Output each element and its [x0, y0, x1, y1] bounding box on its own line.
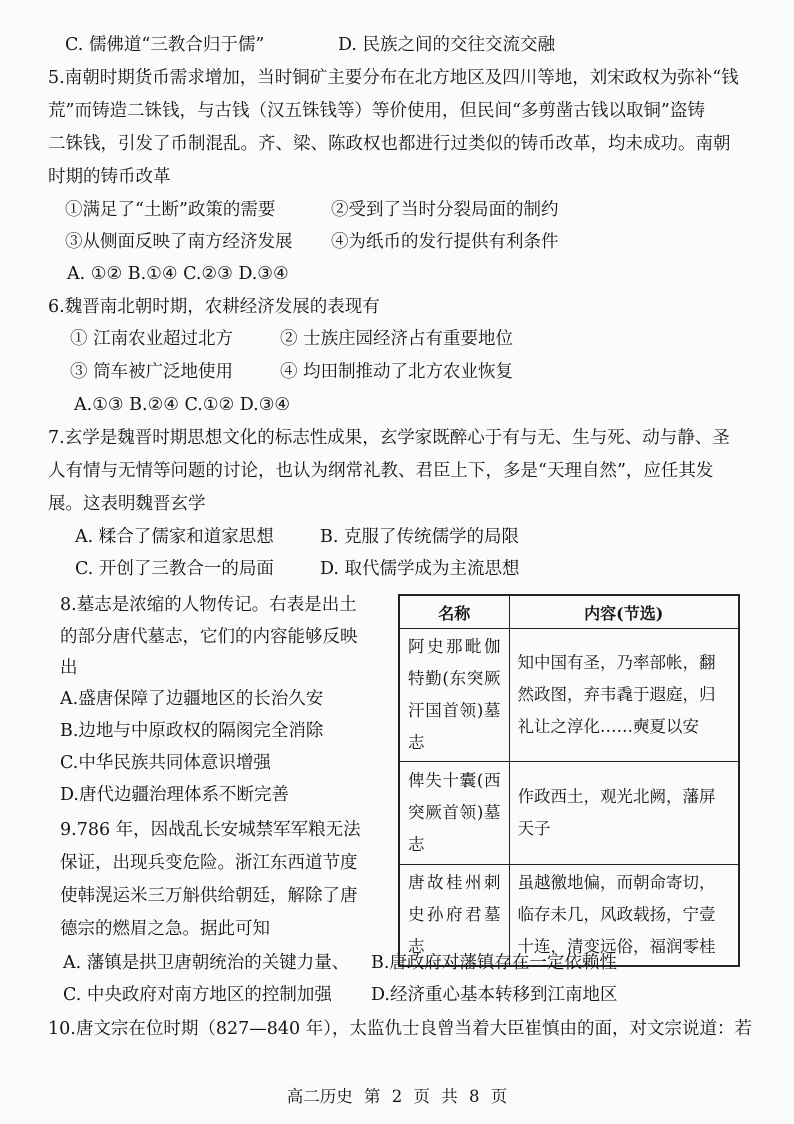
tomb-name: 俾失十囊(西突厥首领)墓志: [399, 762, 509, 865]
text-line: 6.魏晋南北朝时期，农耕经济发展的表现有: [48, 297, 380, 317]
page-footer: 高二历史 第 2 页 共 8 页: [286, 1087, 508, 1106]
table-header-row: [399, 595, 739, 629]
tomb-name: 阿史那毗伽特勤(东突厥汗国首领)墓志: [399, 629, 509, 762]
tomb-content: 知中国有圣，乃率部帐，翻然政图，弃韦毳于遐庭，归礼让之淳化……奭夏以安: [509, 629, 739, 762]
text-line: ① 江南农业超过北方: [70, 329, 234, 349]
text-line: 展。这表明魏晋玄学: [48, 494, 206, 514]
text-line: 德宗的燃眉之急。据此可知: [60, 919, 270, 939]
text-line: 二铢钱，引发了币制混乱。齐、梁、陈政权也都进行过类似的铸币改革，均未成功。南朝: [48, 134, 731, 154]
text-line: 使韩滉运米三万斛供给朝廷，解除了唐: [60, 886, 358, 906]
table-row: [399, 762, 739, 865]
text-line: 出: [60, 658, 78, 678]
text-line: ③从侧面反映了南方经济发展: [65, 232, 293, 252]
table-row: [399, 629, 739, 762]
text-line: ② 士族庄园经济占有重要地位: [280, 329, 514, 349]
text-line: ④为纸币的发行提供有利条件: [331, 232, 559, 252]
text-line: 时期的铸币改革: [48, 167, 171, 187]
text-line: C. 中央政府对南方地区的控制加强: [63, 985, 332, 1005]
text-line: A.盛唐保障了边疆地区的长治久安: [60, 689, 324, 709]
text-line: 7.玄学是魏晋时期思想文化的标志性成果，玄学家既醉心于有与无、生与死、动与静、圣: [48, 428, 730, 448]
tomb-content: 作政西土，观光北阙，藩屏天子: [509, 762, 739, 865]
text-line: ①满足了“土断”政策的需要: [65, 200, 276, 220]
text-line: 9.786 年，因战乱长安城禁军军粮无法: [60, 820, 361, 840]
text-line: B.唐政府对藩镇存在一定依赖性: [371, 953, 617, 973]
text-line: D. 民族之间的交往交流交融: [338, 35, 556, 55]
text-line: A. 藩镇是拱卫唐朝统治的关键力量、: [63, 953, 350, 973]
text-line: 保证，出现兵变危险。浙江东西道节度: [60, 853, 358, 873]
text-line: B. 克服了传统儒学的局限: [320, 527, 519, 547]
text-line: A. 糅合了儒家和道家思想: [75, 527, 274, 547]
tomb-inscription-table: [398, 594, 740, 967]
text-line: ②受到了当时分裂局面的制约: [331, 200, 559, 220]
text-line: 8.墓志是浓缩的人物传记。右表是出土: [60, 595, 357, 615]
tomb-content: 虽越徼地偏，而朝命寄切，临存未几，风政载扬，宁壹十连，清变远俗，福润零桂: [509, 865, 739, 967]
text-line: C. 开创了三教合一的局面: [75, 559, 274, 579]
text-line: ③ 筒车被广泛地使用: [70, 362, 234, 382]
text-line: D.唐代边疆治理体系不断完善: [60, 785, 289, 805]
text-line: D.经济重心基本转移到江南地区: [371, 985, 618, 1005]
text-line: B.边地与中原政权的隔阂完全消除: [60, 721, 324, 741]
table-row: [399, 865, 739, 967]
text-line: 人有情与无情等问题的讨论，也认为纲常礼教、君臣上下，多是“天理自然”，应任其发: [48, 461, 714, 481]
text-line: C.中华民族共同体意识增强: [60, 753, 271, 773]
text-line: C. 儒佛道“三教合归于儒”: [65, 35, 265, 55]
table-header-content: 内容(节选): [509, 595, 739, 629]
text-line: 5.南朝时期货币需求增加，当时铜矿主要分布在北方地区及四川等地，刘宋政权为弥补“钱: [48, 68, 739, 88]
tomb-name: 唐故桂州刺史孙府君墓志: [399, 865, 509, 967]
text-line: D. 取代儒学成为主流思想: [320, 559, 520, 579]
text-line: 的部分唐代墓志，它们的内容能够反映: [60, 627, 358, 647]
text-line: ④ 均田制推动了北方农业恢复: [280, 362, 514, 382]
text-line: 10.唐文宗在位时期（827—840 年），太监仇士良曾当着大臣崔慎由的面，对文宗说道：若: [48, 1019, 752, 1039]
table-header-name: 名称: [399, 595, 509, 629]
text-line: A. ①② B.①④ C.②③ D.③④: [67, 264, 289, 284]
text-line: A.①③ B.②④ C.①② D.③④: [74, 395, 291, 415]
text-line: 荒”而铸造二铢钱，与古钱（汉五铢钱等）等价使用，但民间“多剪凿古钱以取铜”盗铸: [48, 101, 705, 121]
